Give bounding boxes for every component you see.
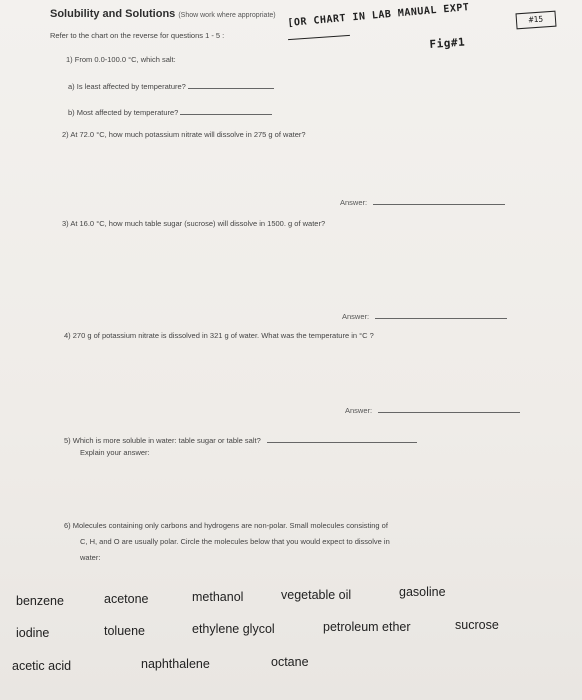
question-1b-text: b) Most affected by temperature? xyxy=(68,108,179,117)
molecule-petroleum-ether[interactable]: petroleum ether xyxy=(323,620,411,634)
question-1: 1) From 0.0-100.0 °C, which salt: xyxy=(66,55,176,64)
page-title xyxy=(50,8,276,20)
molecule-sucrose[interactable]: sucrose xyxy=(455,618,499,632)
question-4: 4) 270 g of potassium nitrate is dissolved in 321 g of water. What was the temperature in °C ? xyxy=(64,331,374,340)
answer-blank-3[interactable] xyxy=(375,310,507,319)
question-1a xyxy=(68,80,274,91)
answer-blank-1b[interactable] xyxy=(180,106,272,115)
molecule-acetone[interactable]: acetone xyxy=(104,592,149,606)
molecule-naphthalene[interactable]: naphthalene xyxy=(141,657,210,671)
question-6-line-1: 6) Molecules containing only carbons and hydrogens are non-polar. Small molecules consisting of xyxy=(64,521,388,530)
answer-3 xyxy=(342,310,507,321)
molecule-acetic-acid[interactable]: acetic acid xyxy=(12,659,72,673)
answer-4 xyxy=(345,404,520,415)
question-2: 2) At 72.0 °C, how much potassium nitrate will dissolve in 275 g of water? xyxy=(62,130,306,139)
handwritten-note-figure: Fig#1 xyxy=(429,35,466,51)
handwritten-note-chart: [OR CHART IN LAB MANUAL EXPT xyxy=(287,2,470,30)
question-5 xyxy=(64,434,417,445)
molecule-toluene[interactable]: toluene xyxy=(104,624,146,638)
molecule-gasoline[interactable]: gasoline xyxy=(399,585,446,599)
question-1b xyxy=(68,106,272,117)
molecule-benzene[interactable]: benzene xyxy=(16,594,64,608)
answer-label: Answer: xyxy=(340,198,368,207)
answer-blank-5[interactable] xyxy=(267,434,417,443)
question-6-line-3: water: xyxy=(80,553,101,562)
intro-text: Refer to the chart on the reverse for questions 1 - 5 : xyxy=(50,31,225,40)
question-1a-text: a) Is least affected by temperature? xyxy=(68,82,186,91)
answer-label: Answer: xyxy=(345,406,373,415)
molecule-ethylene-glycol[interactable]: ethylene glycol xyxy=(192,622,275,636)
handwritten-underline xyxy=(288,35,350,40)
molecule-iodine[interactable]: iodine xyxy=(16,626,50,640)
answer-blank-1a[interactable] xyxy=(188,80,274,89)
question-3: 3) At 16.0 °C, how much table sugar (sucrose) will dissolve in 1500. g of water? xyxy=(62,219,326,228)
handwritten-box: #15 xyxy=(515,11,556,30)
question-6-line-2: C, H, and O are usually polar. Circle the molecules below that you would expect to dissolve in xyxy=(80,537,390,546)
answer-blank-4[interactable] xyxy=(378,404,520,413)
molecule-methanol[interactable]: methanol xyxy=(192,590,244,604)
question-5-text: 5) Which is more soluble in water: table sugar or table salt? xyxy=(64,436,261,445)
title-text: Solubility and Solutions xyxy=(50,8,176,20)
answer-label: Answer: xyxy=(342,312,370,321)
title-note: (Show work where appropriate) xyxy=(178,12,276,19)
answer-2 xyxy=(340,196,505,207)
molecule-vegetable-oil[interactable]: vegetable oil xyxy=(281,588,352,602)
question-5-explain: Explain your answer: xyxy=(80,448,150,457)
answer-blank-2[interactable] xyxy=(373,196,505,205)
molecule-octane[interactable]: octane xyxy=(271,655,309,669)
